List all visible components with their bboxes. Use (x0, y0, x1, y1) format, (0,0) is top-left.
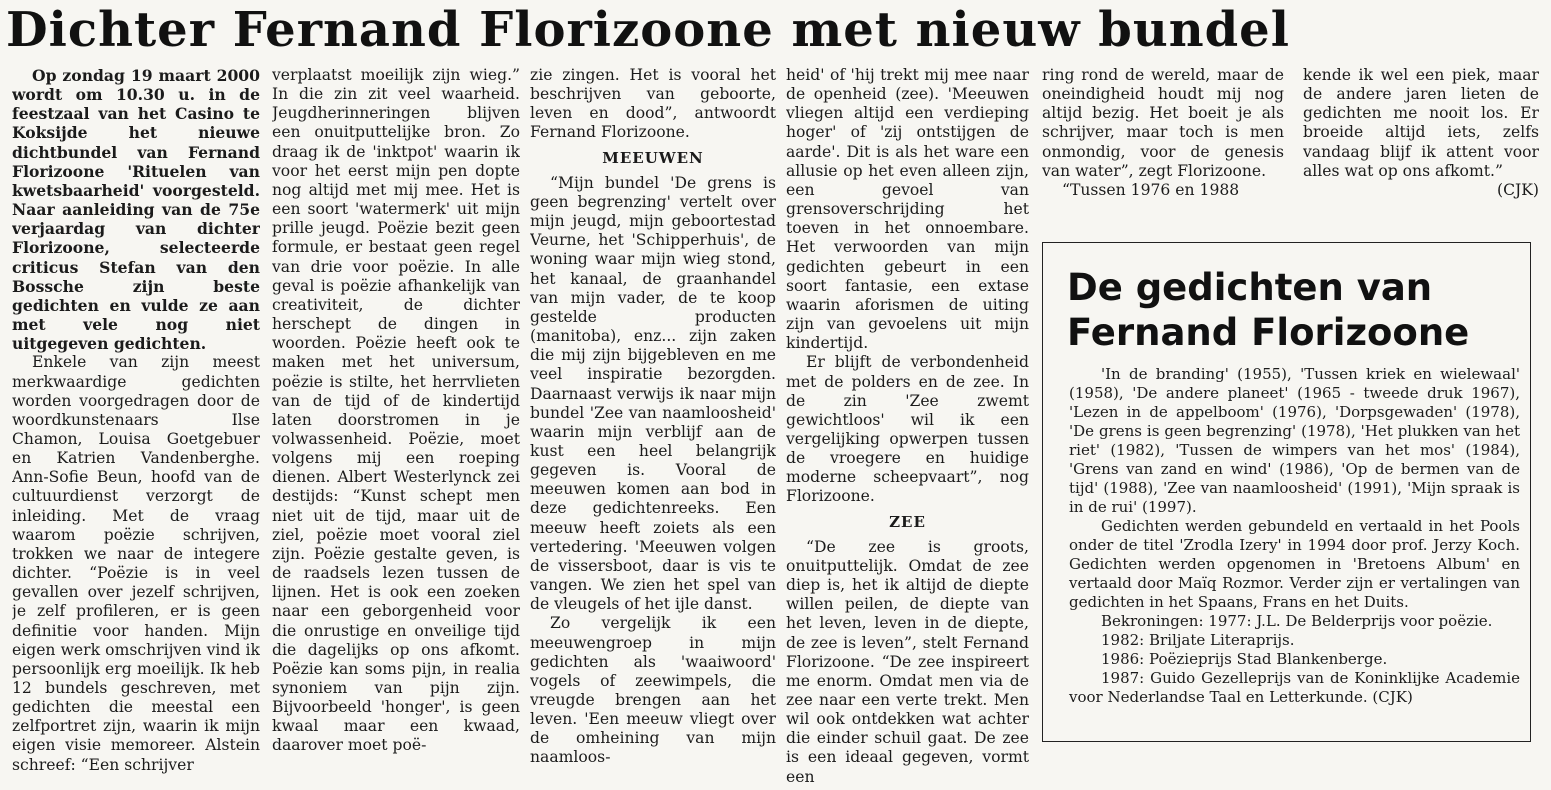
article-paragraph: “De zee is groots, onuitputtelijk. Omdat de zee diep is, het ik altijd de diepte willen peilen, de diepte van het leven, leven in de diepte, de zee is leven”, stelt Fernand Florizoone. “De zee inspireert me enorm. Omdat men via de zee naar een verte trekt. Men wil ook ontdekken wat achter die einder schuil gaat. De zee is een ideaal gegeven, vormt een (786, 537, 1029, 786)
article-column-4 (786, 66, 1029, 790)
article-column-3 (530, 66, 776, 790)
awards-paragraph: Bekroningen: 1977: J.L. De Belderprijs voor poëzie. (1101, 612, 1493, 630)
article-paragraph: kende ik wel een piek, maar de andere jaren lieten de gedichten me nooit los. Er broeide altijd iets, zelfs vandaag blijf ik attent voor alles wat op ons afkomt.” (1303, 66, 1539, 180)
article-column-5 (1042, 66, 1284, 226)
award-item: 1982: Briljate Literaprijs. (1101, 631, 1295, 649)
sidebar-box (1042, 242, 1531, 742)
article-column-1 (12, 66, 260, 790)
article-column-6 (1303, 66, 1539, 226)
author-signature: (CJK) (1497, 180, 1539, 199)
article-paragraph: ring rond de wereld, maar de oneindigheid houdt mij nog altijd bezig. Het boeit je als schrijver, maar toch is men onmondig, voor de genesis van water”, zegt Florizoone. (1042, 66, 1284, 180)
article-paragraph: Er blijft de verbondenheid met de polders en de zee. In de zin 'Zee zwemt gewichtloos' wil ik een vergelijking opwerpen tussen de vroegere en huidige moderne scheepvaart”, nog Florizoone. (786, 353, 1029, 506)
lead-paragraph: Op zondag 19 maart 2000 wordt om 10.30 u. in de feestzaal van het Casino te Koksijde het nieuwe dichtbundel van Fernand Florizoone 'Rituelen van kwetsbaarheid' voorgesteld. Naar aanleiding van de 75e verjaardag van dichter Florizoone, selecteerde criticus Stefan van den Bossche zijn beste gedichten en vulde ze aan met vele nog niet uitgegeven gedichten. (12, 66, 260, 354)
translations-paragraph: Gedichten werden gebundeld en vertaald in het Pools onder de titel 'Zrodla Izery' in 1994 door prof. Jerzy Koch. Gedichten werden opgenomen in 'Bretoens Album' en vertaald door Maïq Rozmor. Verder zijn er vertalingen van gedichten in het Spaans, Frans en het Duits. (1069, 517, 1520, 611)
subheading-zee: ZEE (889, 512, 926, 531)
article-paragraph: Zo vergelijk ik een meeuwengroep in mijn gedichten als 'waaiwoord' vogels of zeewimpels, die vreugde brengen aan het leven. 'Een meeuw vliegt over de omheining van mijn naamloos- (530, 614, 776, 767)
sidebar-title: De gedichten van Fernand Florizoone (1067, 266, 1470, 354)
article-column-2 (272, 66, 520, 790)
article-paragraph: “Tussen 1976 en 1988 (1062, 180, 1240, 199)
article-paragraph: Enkele van zijn meest merkwaardige gedichten worden voorgedragen door de woordkunstenaars Ilse Chamon, Louisa Goetgebuer en Katrien Vandenberghe. Ann-Sofie Beun, hoofd van de cultuurdienst verzorgt de inleiding. Met de vraag waarom poëzie schrijven, trokken we naar de integere dichter. “Poëzie is in veel gevallen over jezelf schrijven, je zelf profileren, er is geen definitie voor handen. Mijn eigen werk omschrijven vind ik persoonlijk erg moeilijk. Ik heb 12 bundels geschreven, met gedichten die meestal een zelfportret zijn, waarin ik mijn eigen visie memoreer. Alstein schreef: “Een schrijver (12, 353, 260, 774)
subheading-meeuwen: MEEUWEN (602, 148, 704, 167)
article-paragraph: verplaatst moeilijk zijn wieg.” In die zin zit veel waarheid. Jeugdherinneringen blijven een onuitputtelijke bron. Zo draag ik de 'inktpot' waarin ik voor het eerst mijn pen dopte nog altijd met mij mee. Het is een soort 'watermerk' uit mijn prille jeugd. Poëzie bezit geen formule, er bestaat geen regel van drie voor poëzie. In alle geval is poëzie afhankelijk van creativiteit, de dichter herschept de dingen in woorden. Poëzie heeft ook te maken met het universum, poëzie is stilte, het herrvlieten van de tijd of de kindertijd laten doorstromen in je volwassenheid. Poëzie, moet volgens mij een roeping dienen. Albert Westerlynck zei destijds: “Kunst schept men niet uit de tijd, maar uit de ziel, poëzie moet vooral ziel zijn. Poëzie gestalte geven, is de raadsels lezen tussen de lijnen. Het is ook een zoeken naar een geborgenheid voor die onrustige en onveilige tijd die dagelijks op ons afkomt. Poëzie kan soms pijn, in realia synoniem van pijn zijn. Bijvoorbeeld 'honger', is geen kwaal maar een kwaad, daarover moet poë- (272, 66, 520, 755)
bibliography-paragraph: 'In de branding' (1955), 'Tussen kriek en wielewaal' (1958), 'De andere planeet' (1965 - tweede druk 1967), 'Lezen in de appelboom' (1976), 'Dorpsgewaden' (1978), 'De grens is geen begrenzing' (1978), 'Het plukken van het riet' (1982), 'Tussen de wimpers van het mos' (1984), 'Grens van zand en wind' (1986), 'Op de bermen van de tijd' (1988), 'Zee van naamloosheid' (1991), 'Mijn spraak is in de rui' (1997). (1069, 365, 1520, 516)
headline: Dichter Fernand Florizoone met nieuw bundel (6, 2, 1290, 58)
article-paragraph: zie zingen. Het is vooral het beschrijven van geboorte, leven en dood”, antwoordt Fernand Florizoone. (530, 66, 776, 142)
award-item: 1986: Poëzieprijs Stad Blankenberge. (1101, 650, 1388, 668)
sidebar-body (1069, 365, 1520, 707)
award-item: 1987: Guido Gezelleprijs van de Koninklijke Academie voor Nederlandse Taal en Letterkunde. (CJK) (1069, 669, 1520, 706)
article-paragraph: “Mijn bundel 'De grens is geen begrenzing' vertelt over mijn jeugd, mijn geboortestad Veurne, het 'Schipperhuis', de woning waar mijn wieg stond, het kanaal, de graanhandel van mijn vader, de te koop gestelde producten (manitoba), enz... zijn zaken die mij zijn bijgebleven en me veel inspiratie bezorgden. Daarnaast verwijs ik naar mijn bundel 'Zee van naamloosheid' waarin mijn verblijf aan de kust een heel belangrijk gegeven is. Vooral de meeuwen komen aan bod in deze gedichtenreeks. Een meeuw heeft zoiets als een vertedering. 'Meeuwen volgen de vissersboot, daar is vis te vangen. We zien het spel van de vleugels of het ijle danst. (530, 173, 776, 614)
article-paragraph: heid' of 'hij trekt mij mee naar de openheid (zee). 'Meeuwen vliegen altijd een verdieping hoger' of 'zij ontstijgen de aarde'. Dit is als het ware een allusie op het even alleen zijn, een gevoel van grensoverschrijding het toeven in het onnoembare. Het verwoorden van mijn gedichten gebeurt in een soort fantasie, een extase waarin aforismen de uiting zijn van gevoelens uit mijn kindertijd. (786, 66, 1029, 353)
